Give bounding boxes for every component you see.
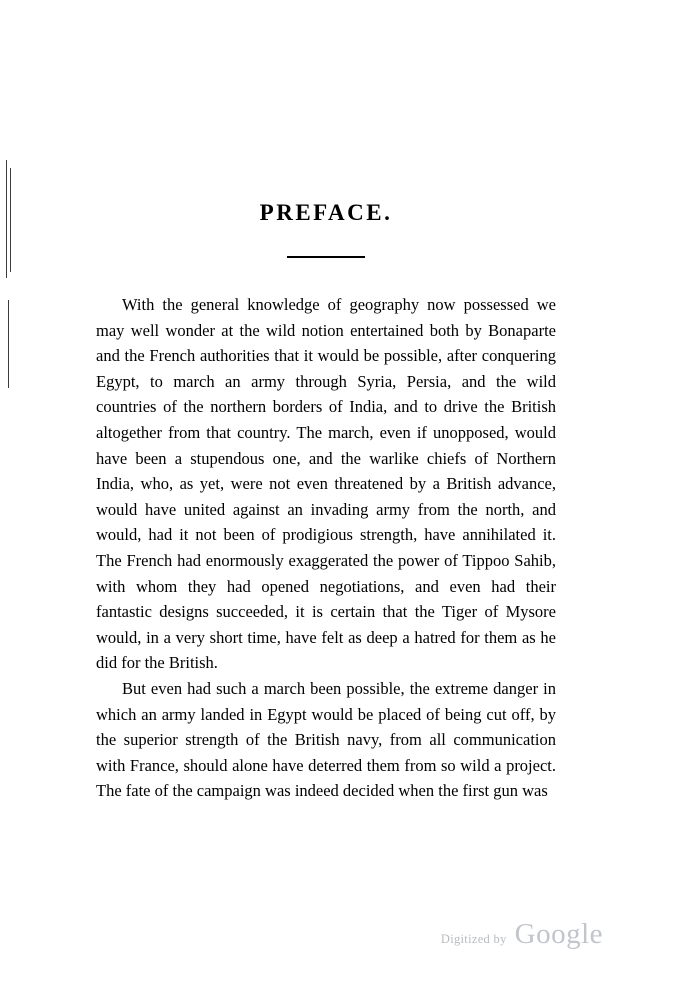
title-divider [287,256,365,258]
page-content [96,200,556,804]
digitized-watermark [441,918,603,951]
digitized-by-label: Digitized by [440,932,507,946]
scan-edge-line [6,160,7,278]
scan-edge-line [10,168,11,272]
paragraph: With the general knowledge of geography now possessed we may well wonder at the wild notion entertained both by Bonaparte and the French authorities that it would be possible, after conquering Egypt, to march an army through Syria, Persia, and the wild countries of the northern borders of India, and to drive the British altogether from that country. The march, even if unopposed, would have been a stupendous one, and the warlike chiefs of Northern India, who, as yet, were not even threatened by a British advance, would have united against an invading army from the north, and would, had it not been of prodigious strength, have annihilated it. The French had enormously exaggerated the power of Tippoo Sahib, with whom they had opened negotiations, and even had their fantastic designs succeeded, it is certain that the Tiger of Mysore would, in a very short time, have felt as deep a hatred for them as he did for the British. [96,295,556,673]
scan-edge-line [8,300,9,388]
google-wordmark: Google [514,918,603,950]
paragraph: But even had such a march been possible, the extreme danger in which an army landed in Egypt would be placed of being cut off, by the superior strength of the British navy, from all communication with France, should alone have deterred them from so wild a project. The fate of the campaign was indeed decided when the first gun was [96,678,556,801]
body-text [96,292,556,804]
scan-edge-artifact [0,0,14,1000]
page-title: PREFACE. [259,200,393,225]
